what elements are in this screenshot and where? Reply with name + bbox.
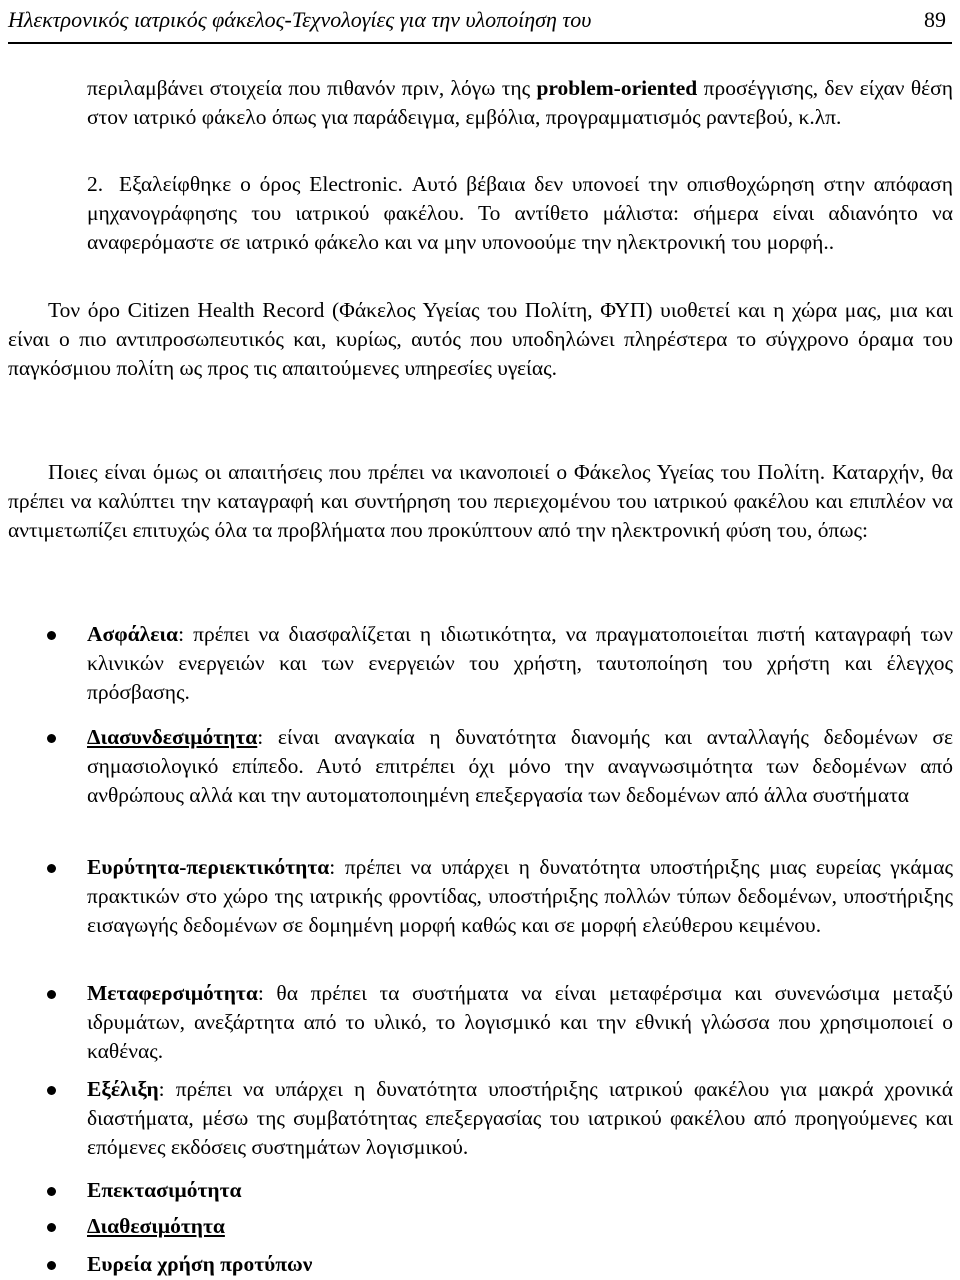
numbered-item-2 bbox=[87, 170, 953, 257]
intro-post: προσέγγισης, δεν είχαν θέση στον ιατρικό φάκελο όπως για παράδειγμα, εμβόλια, προγραμματισμός ραντεβού, κ.λπ. bbox=[87, 76, 953, 129]
list-item-availability bbox=[87, 1212, 953, 1241]
list-item-comprehensiveness bbox=[87, 853, 953, 940]
bullet-term: Μεταφερσιμότητα bbox=[87, 981, 258, 1005]
running-title: Ηλεκτρονικός ιατρικός φάκελος-Τεχνολογίες για την υλοποίηση του bbox=[8, 7, 592, 32]
list-item-security bbox=[87, 620, 953, 707]
list-item-portability bbox=[87, 979, 953, 1066]
list-item-evolution bbox=[87, 1075, 953, 1162]
bullet-term: Επεκτασιμότητα bbox=[87, 1178, 242, 1202]
bullet-term: Εξέλιξη bbox=[87, 1077, 159, 1101]
bullet-term: Ευρύτητα-περιεκτικότητα bbox=[87, 855, 330, 879]
list-item-standards bbox=[87, 1250, 953, 1279]
bullet-term: Ασφάλεια bbox=[87, 622, 179, 646]
list-item-extensibility bbox=[87, 1176, 953, 1205]
bullet-text: : είναι αναγκαία η δυνατότητα διανομής και ανταλλαγής δεδομένων σε σημασιολογικό επίπεδο. Αυτό επιτρέπει όχι μόνο την αναγνωσιμότητα των δεδομένων από ανθρώπους αλλά και την αυτοματοποιημένη επεξεργασία των δεδομένων από άλλα συστήματα bbox=[87, 725, 953, 807]
bullet-text: : θα πρέπει τα συστήματα να είναι μεταφέρσιμα και συνενώσιμα μεταξύ ιδρυμάτων, ανεξάρτητα από το υλικό, το λογισμικό και την εθνική γλώσσα που χρησιμοποιεί ο καθένας. bbox=[87, 981, 953, 1063]
intro-bold: problem-oriented bbox=[536, 76, 698, 100]
bullet-text: : πρέπει να διασφαλίζεται η ιδιωτικότητα, να πραγματοποιείται πιστή καταγραφή των κλινικών ενεργειών και των ενεργειών του χρήστη, ταυτοποίηση του χρήστη και έλεγχος πρόσβασης. bbox=[87, 622, 953, 704]
bullet-term: Διασυνδεσιμότητα bbox=[87, 725, 258, 749]
item-text: Εξαλείφθηκε ο όρος Electronic. Αυτό βέβαια δεν υπονοεί την οπισθοχώρηση στην απόφαση μηχανογράφησης του ιατρικού φακέλου. Το αντίθετο μάλιστα: σήμερα είναι αδιανόητο να αναφερόμαστε σε ιατρικό φάκελο και να μην υπονοούμε την ηλεκτρονική του μορφή.. bbox=[87, 172, 953, 254]
bullet-text: : πρέπει να υπάρχει η δυνατότητα υποστήριξης ιατρικού φακέλου για μακρά χρονικά διαστήματα, μέσω της συμβατότητας επεξεργασίας του ιατρικού φακέλου από προηγούμενες και επόμενες εκδόσεις συστημάτων λογισμικού. bbox=[87, 1077, 953, 1159]
bullet-term: Διαθεσιμότητα bbox=[87, 1214, 225, 1238]
item-number: 2. bbox=[87, 172, 104, 196]
bullet-term: Ευρεία χρήση προτύπων bbox=[87, 1252, 313, 1276]
list-item-interoperability bbox=[87, 723, 953, 810]
header-rule bbox=[8, 42, 952, 44]
bullet-text: : πρέπει να υπάρχει η δυνατότητα υποστήριξης μιας ευρείας γκάμας πρακτικών στο χώρο της ιατρικής φροντίδας, υποστήριξης πολλών τύπων δεδομένων, υποστήριξης εισαγωγής δεδομένων σε δομημένη μορφή καθώς και σε μορφή ελεύθερου κειμένου. bbox=[87, 855, 953, 937]
intro-pre: περιλαμβάνει στοιχεία που πιθανόν πριν, λόγω της bbox=[87, 76, 537, 100]
intro-paragraph bbox=[87, 74, 953, 132]
paragraph-citizen-health-record: Τον όρο Citizen Health Record (Φάκελος Υγείας του Πολίτη, ΦΥΠ) υιοθετεί και η χώρα μας, μια και είναι ο πιο αντιπροσωπευτικός και, κυρίως, αυτός που υποδηλώνει πληρέστερα το σύγχρονο όραμα του παγκόσμιου πολίτη ως προς τις απαιτούμενες υπηρεσίες υγείας. bbox=[8, 298, 953, 380]
page-number: 89 bbox=[924, 7, 946, 32]
running-header bbox=[8, 0, 952, 40]
paragraph-requirements: Ποιες είναι όμως οι απαιτήσεις που πρέπει να ικανοποιεί ο Φάκελος Υγείας του Πολίτη. Καταρχήν, θα πρέπει να καλύπτει την καταγραφή και συντήρηση του περιεχομένου του ιατρικού φακέλου και επιπλέον να αντιμετωπίζει επιτυχώς όλα τα προβλήματα που προκύπτουν από την ηλεκτρονική φύση του, όπως: bbox=[8, 460, 953, 542]
